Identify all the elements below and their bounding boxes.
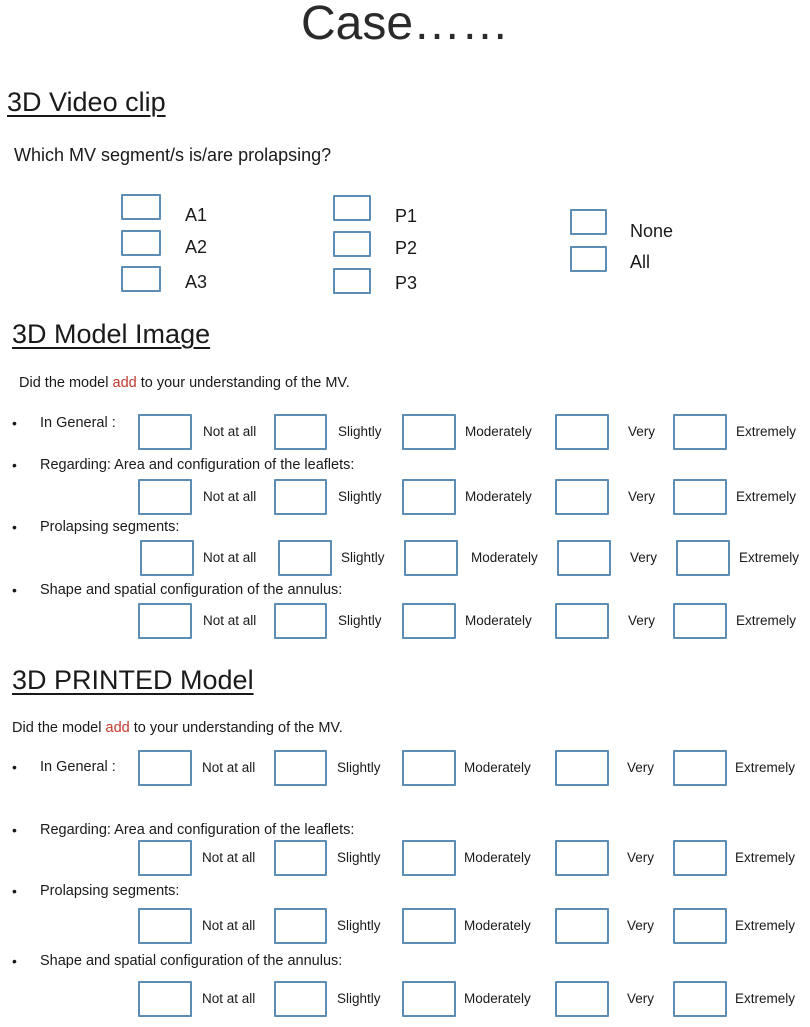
- label-a1: A1: [185, 205, 208, 225]
- rating-box-moderately[interactable]: [402, 981, 456, 1017]
- label-a2: A2: [185, 237, 208, 257]
- printed-model-question: [12, 719, 343, 737]
- rating-box-very[interactable]: [555, 414, 609, 450]
- rating-label-not-at-all: Not at all: [202, 850, 256, 865]
- video-section-heading: 3D Video clip: [7, 87, 166, 117]
- rating-box-not-at-all[interactable]: [138, 414, 192, 450]
- rating-box-not-at-all[interactable]: [138, 840, 192, 876]
- video-question: Which MV segment/s is/are prolapsing?: [14, 145, 332, 165]
- rating-box-slightly[interactable]: [274, 908, 327, 944]
- rating-row-image-leaflets: [0, 479, 810, 519]
- rating-box-moderately[interactable]: [402, 479, 456, 515]
- rating-label-slightly: Slightly: [337, 760, 381, 775]
- rating-box-slightly[interactable]: [278, 540, 332, 576]
- rating-label-not-at-all: Not at all: [203, 489, 257, 504]
- rating-box-extremely[interactable]: [673, 840, 727, 876]
- rating-box-extremely[interactable]: [673, 479, 727, 515]
- rating-row-printed-general: [0, 750, 810, 790]
- label-none: None: [630, 221, 674, 241]
- checkbox-all[interactable]: [570, 246, 607, 272]
- model-image-section-heading: 3D Model Image: [12, 319, 211, 349]
- rating-box-moderately[interactable]: [402, 840, 456, 876]
- rating-row-printed-annulus: [0, 981, 810, 1021]
- rating-box-slightly[interactable]: [274, 414, 327, 450]
- question-post: to your understanding of the MV.: [129, 720, 343, 736]
- rating-label-not-at-all: Not at all: [203, 424, 257, 439]
- label-all: All: [630, 252, 651, 272]
- rating-label-slightly: Slightly: [341, 550, 385, 565]
- label-p1: P1: [395, 206, 418, 226]
- rating-label-slightly: Slightly: [337, 991, 381, 1006]
- rating-box-moderately[interactable]: [402, 750, 456, 786]
- rating-row-image-general: [0, 414, 810, 454]
- question-add-word: add: [112, 375, 137, 391]
- rating-label-moderately: Moderately: [464, 991, 531, 1006]
- rating-label-moderately: Moderately: [465, 424, 532, 439]
- rating-label-moderately: Moderately: [471, 550, 538, 565]
- rating-box-slightly[interactable]: [274, 840, 327, 876]
- rating-box-not-at-all[interactable]: [138, 908, 192, 944]
- item-label: Prolapsing segments:: [40, 883, 180, 899]
- rating-label-very: Very: [630, 550, 658, 565]
- label-p2: P2: [395, 238, 418, 258]
- checkbox-a1[interactable]: [121, 194, 161, 220]
- checkbox-a2[interactable]: [121, 230, 161, 256]
- rating-label-moderately: Moderately: [464, 850, 531, 865]
- bullet: •: [12, 883, 17, 899]
- rating-label-extremely: Extremely: [736, 613, 797, 628]
- rating-box-very[interactable]: [555, 908, 609, 944]
- rating-box-moderately[interactable]: [402, 414, 456, 450]
- bullet: •: [12, 457, 17, 473]
- bullet: •: [12, 822, 17, 838]
- rating-label-very: Very: [627, 991, 655, 1006]
- rating-box-extremely[interactable]: [673, 750, 727, 786]
- rating-box-extremely[interactable]: [673, 908, 727, 944]
- rating-box-extremely[interactable]: [673, 603, 727, 639]
- label-p3: P3: [395, 273, 418, 293]
- rating-row-printed-prolapsing: [0, 908, 810, 948]
- item-label: Shape and spatial configuration of the annulus:: [40, 582, 343, 598]
- bullet: •: [12, 582, 17, 598]
- rating-label-extremely: Extremely: [735, 991, 796, 1006]
- rating-label-not-at-all: Not at all: [202, 918, 256, 933]
- rating-label-very: Very: [628, 489, 656, 504]
- rating-box-very[interactable]: [555, 840, 609, 876]
- rating-label-extremely: Extremely: [736, 424, 797, 439]
- rating-label-extremely: Extremely: [739, 550, 800, 565]
- rating-row-image-annulus: [0, 603, 810, 643]
- item-label: Prolapsing segments:: [40, 519, 180, 535]
- rating-label-extremely: Extremely: [736, 489, 797, 504]
- model-image-question: [19, 374, 350, 392]
- rating-label-extremely: Extremely: [735, 918, 796, 933]
- checkbox-none[interactable]: [570, 209, 607, 235]
- rating-box-moderately[interactable]: [404, 540, 458, 576]
- rating-box-not-at-all[interactable]: [138, 981, 192, 1017]
- label-a3: A3: [185, 272, 208, 292]
- rating-label-moderately: Moderately: [464, 760, 531, 775]
- rating-box-very[interactable]: [555, 981, 609, 1017]
- rating-box-very[interactable]: [555, 750, 609, 786]
- question-pre: Did the model: [12, 720, 106, 736]
- rating-box-extremely[interactable]: [673, 414, 727, 450]
- rating-box-moderately[interactable]: [402, 908, 456, 944]
- rating-label-very: Very: [628, 424, 656, 439]
- rating-label-extremely: Extremely: [735, 760, 796, 775]
- rating-box-very[interactable]: [555, 479, 609, 515]
- item-label: Regarding: Area and configuration of the leaflets:: [40, 822, 355, 838]
- printed-model-section-heading: 3D PRINTED Model: [12, 665, 254, 695]
- rating-label-very: Very: [627, 850, 655, 865]
- rating-label-extremely: Extremely: [735, 850, 796, 865]
- bullet: •: [12, 519, 17, 535]
- question-add-word: add: [105, 720, 130, 736]
- rating-label-slightly: Slightly: [338, 489, 382, 504]
- rating-box-very[interactable]: [555, 603, 609, 639]
- rating-label-not-at-all: Not at all: [203, 550, 257, 565]
- checkbox-p2[interactable]: [333, 231, 371, 257]
- rating-box-not-at-all[interactable]: [138, 603, 192, 639]
- bullet: •: [12, 759, 17, 775]
- rating-label-moderately: Moderately: [465, 489, 532, 504]
- bullet: •: [12, 415, 17, 431]
- item-label: Regarding: Area and configuration of the leaflets:: [40, 457, 355, 473]
- rating-label-moderately: Moderately: [464, 918, 531, 933]
- item-label: Shape and spatial configuration of the annulus:: [40, 953, 343, 969]
- rating-label-not-at-all: Not at all: [202, 991, 256, 1006]
- rating-box-not-at-all[interactable]: [138, 750, 192, 786]
- rating-label-not-at-all: Not at all: [203, 613, 257, 628]
- rating-box-slightly[interactable]: [274, 981, 327, 1017]
- rating-row-printed-leaflets: [0, 840, 810, 880]
- rating-label-very: Very: [627, 760, 655, 775]
- rating-label-moderately: Moderately: [465, 613, 532, 628]
- rating-label-very: Very: [627, 918, 655, 933]
- rating-label-slightly: Slightly: [337, 850, 381, 865]
- rating-box-not-at-all[interactable]: [140, 540, 194, 576]
- rating-box-slightly[interactable]: [274, 603, 327, 639]
- rating-row-image-prolapsing: [0, 540, 810, 580]
- rating-label-slightly: Slightly: [338, 424, 382, 439]
- rating-box-slightly[interactable]: [274, 479, 327, 515]
- rating-box-not-at-all[interactable]: [138, 479, 192, 515]
- bullet: •: [12, 953, 17, 969]
- rating-label-not-at-all: Not at all: [202, 760, 256, 775]
- checkbox-p3[interactable]: [333, 268, 371, 294]
- rating-box-very[interactable]: [557, 540, 611, 576]
- rating-box-extremely[interactable]: [673, 981, 727, 1017]
- checkbox-p1[interactable]: [333, 195, 371, 221]
- rating-label-very: Very: [628, 613, 656, 628]
- question-post: to your understanding of the MV.: [136, 375, 350, 391]
- item-label: In General :: [40, 759, 116, 775]
- rating-box-slightly[interactable]: [274, 750, 327, 786]
- rating-box-moderately[interactable]: [402, 603, 456, 639]
- rating-label-slightly: Slightly: [337, 918, 381, 933]
- rating-label-slightly: Slightly: [338, 613, 382, 628]
- case-title: Case……: [300, 0, 510, 50]
- item-label: In General :: [40, 415, 116, 431]
- checkbox-a3[interactable]: [121, 266, 161, 292]
- rating-box-extremely[interactable]: [676, 540, 730, 576]
- question-pre: Did the model: [19, 375, 113, 391]
